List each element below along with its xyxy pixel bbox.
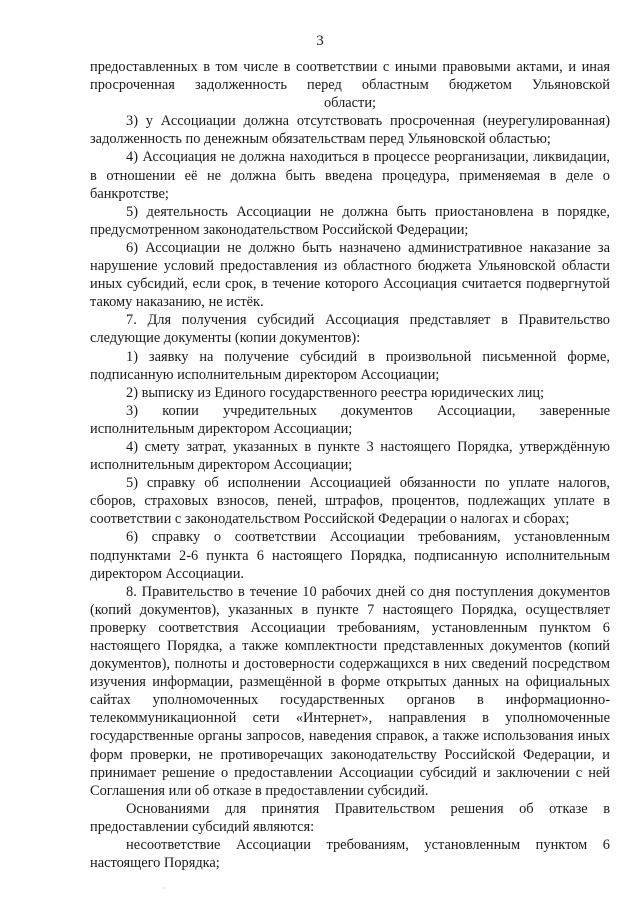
paragraph-item-3: 3) у Ассоциации должна отсутствовать просроченная (неурегулированная) задолженность по денежным обязательствам перед Ульяновской областью; [90,113,610,148]
paragraph-7-item-3: 3) копии учредительных документов Ассоциации, заверенные исполнительным директором Ассоциации; [90,402,610,437]
paragraph-7-item-5: 5) справку об исполнении Ассоциацией обязанности по уплате налогов, сборов, страховых взносов, пеней, штрафов, процентов, подлежащих уплате в соответствии с законодательством Российской Федерации о налогах и сборах; [90,475,610,528]
paragraph-item-4: 4) Ассоциация не должна находиться в процессе реорганизации, ликвидации, в отношении её не должна быть введена процедура, применяемая в деле о банкротстве; [90,149,610,202]
document-body [90,58,610,872]
paragraph-section-7: 7. Для получения субсидий Ассоциация представляет в Правительство следующие документы (копии документов): [90,312,610,347]
scan-speck: · [163,884,166,893]
paragraph-section-8: 8. Правительство в течение 10 рабочих дней со дня поступления документов (копий документов), указанных в пункте 7 настоящего Порядка, осуществляет проверку соответствия Ассоциации требованиям, установленным пунктом 6 настоящего Порядка, а также комплектности представленных документов (копий документов), полноты и достоверности содержащихся в них сведений посредством изучения информации, размещённой в форме открытых данных на официальных сайтах уполномоченных государственных органов в информационно-телекоммуникационной сети «Интернет», направления в уполномоченные государственные органы запросов, наведения справок, а также использования иных форм проверки, не противоречащих законодательству Российской Федерации, и принимает решение о предоставлении Ассоциации субсидий и заключении с ней Соглашения или об отказе в предоставлении субсидий. [90,583,610,799]
paragraph-continuation-end: области; [323,95,377,112]
paragraph-continuation: предоставленных в том числе в соответствии с иными правовыми актами, и иная просроченная задолженность перед областным бюджетом Ульяновской [90,59,610,94]
paragraph-item-5: 5) деятельность Ассоциации не должна быть приостановлена в порядке, предусмотренном законодательством Российской Федерации; [90,203,610,238]
paragraph-refusal-grounds: Основаниями для принятия Правительством решения об отказе в предоставлении субсидий являются: [90,800,610,835]
paragraph-7-item-2: 2) выписку из Единого государственного реестра юридических лиц; [126,384,545,401]
paragraph-item-6: 6) Ассоциации не должно быть назначено административное наказание за нарушение условий предоставления из областного бюджета Ульяновской области иных субсидий, если срок, в течение которого Ассоциация считается подвергнутой такому наказанию, не истёк. [90,239,610,311]
paragraph-refusal-ground-1: несоответствие Ассоциации требованиям, установленным пунктом 6 настоящего Порядка; [90,837,610,872]
paragraph-7-item-4: 4) смету затрат, указанных в пункте 3 настоящего Порядка, утверждённую исполнительным директором Ассоциации; [90,438,610,474]
paragraph-7-item-6: 6) справку о соответствии Ассоциации требованиям, установленным подпунктами 2-6 пункта 6 настоящего Порядка, подписанную исполнительным директором Ассоциации. [90,529,610,582]
page-number: 3 [316,33,324,49]
paragraph-7-item-1: 1) заявку на получение субсидий в произвольной письменной форме, подписанную исполнительным директором Ассоциации; [90,348,610,383]
